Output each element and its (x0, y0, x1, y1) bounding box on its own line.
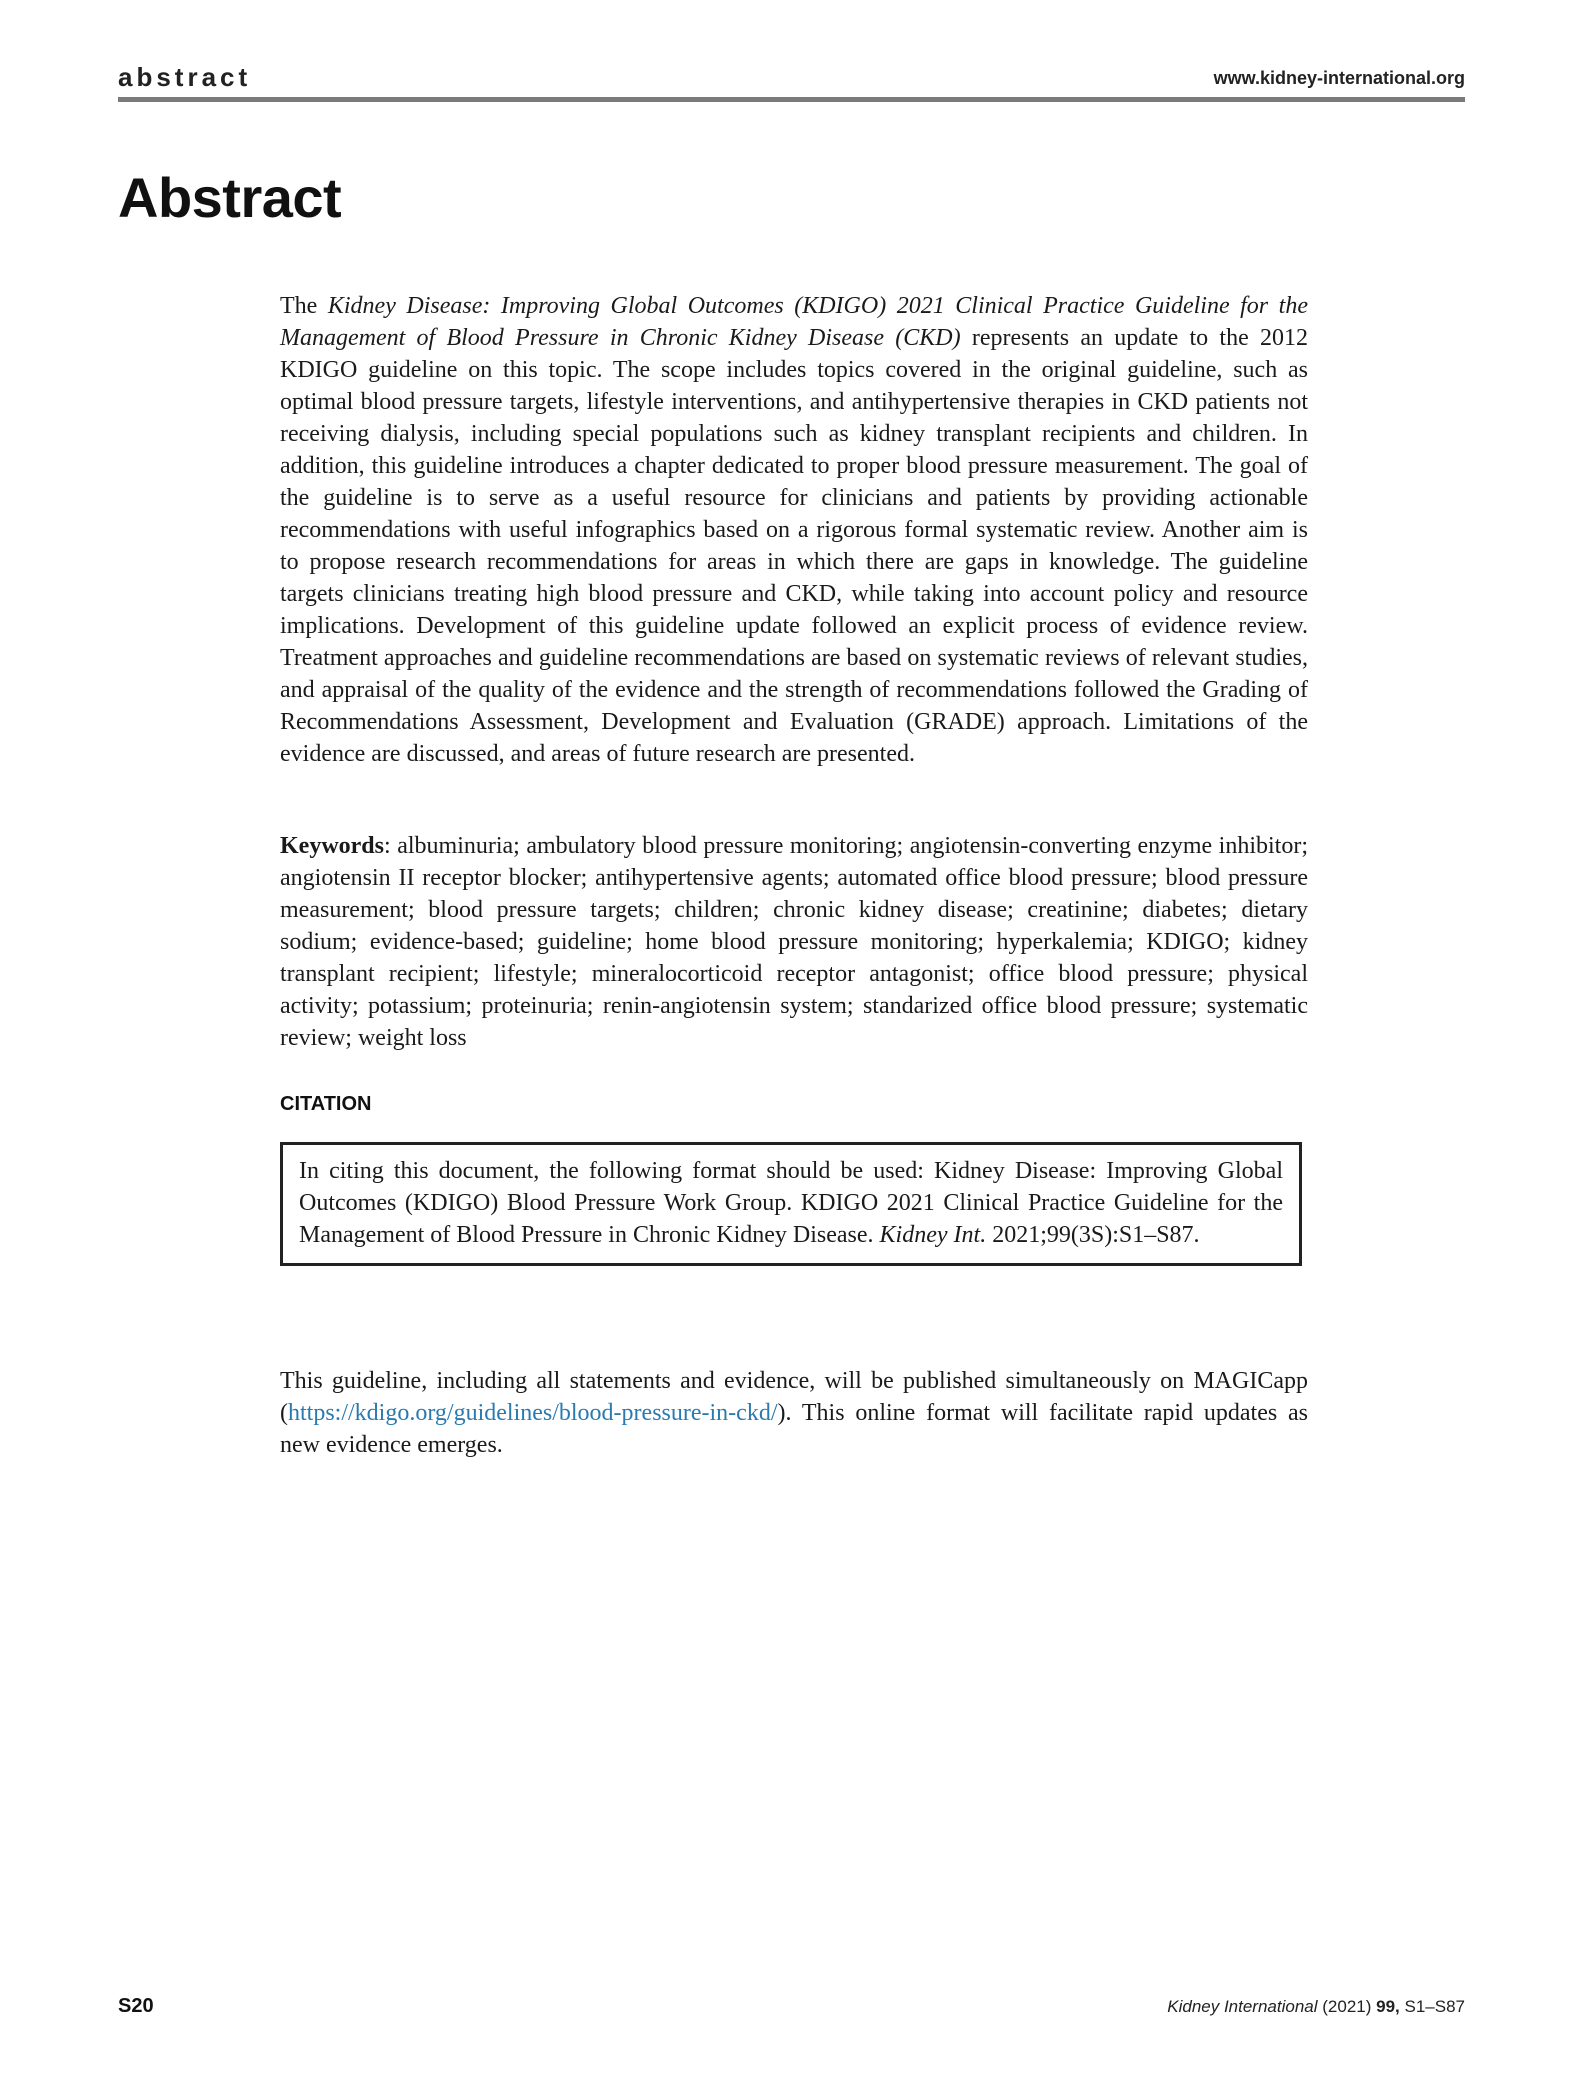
citation-box (280, 1142, 1302, 1266)
citation-journal: Kidney Int. (879, 1222, 987, 1248)
footer-year: (2021) (1317, 1997, 1377, 2016)
magicapp-after: ). This online format will facilitate rapid updates as new evidence emerges. (280, 1400, 1308, 1458)
section-label: abstract (118, 62, 252, 92)
footer-pages: S1–S87 (1399, 1997, 1465, 2016)
footer-citation (1167, 1997, 1465, 2017)
citation-text: In citing this document, the following format should be used: Kidney Disease: Improving Global Outcomes (KDIGO) Blood Pressure Work Group. KDIGO 2021 Clinical Practice Guideline for the Management of Blood Pressure in Chronic Kidney Disease. (299, 1158, 1283, 1248)
abstract-lead: The (280, 293, 328, 319)
journal-url[interactable]: www.kidney-international.org (1213, 68, 1465, 88)
magicapp-link[interactable]: https://kdigo.org/guidelines/blood-pressure-in-ckd/ (288, 1400, 778, 1426)
citation-heading: CITATION (280, 1093, 372, 1115)
page-number: S20 (118, 1995, 154, 2017)
keywords-list: albuminuria; ambulatory blood pressure monitoring; angiotensin-converting enzyme inhibitor; angiotensin II receptor blocker; antihypertensive agents; automated office blood pressure; blood pressure measurement; blood pressure targets; children; chronic kidney disease; creatinine; diabetes; dietary sodium; evidence-based; guideline; home blood pressure monitoring; hyperkalemia; KDIGO; kidney transplant recipient; lifestyle; mineralocorticoid receptor antagonist; office blood pressure; physical activity; potassium; proteinuria; renin-angiotensin system; standarized office blood pressure; systematic review; weight loss (280, 833, 1309, 1051)
abstract-paragraph (280, 290, 1308, 770)
citation-ref: 2021;99(3S):S1–S87. (986, 1222, 1200, 1248)
footer-volume: 99, (1376, 1997, 1400, 2016)
keywords-separator: : (384, 833, 398, 859)
magicapp-note (280, 1365, 1308, 1461)
footer-journal-name: Kidney International (1167, 1997, 1318, 2016)
page-title: Abstract (118, 166, 342, 229)
guideline-title: Kidney Disease: Improving Global Outcomes (KDIGO) 2021 Clinical Practice Guideline for the Management of Blood Pressure in Chronic Kidney Disease (CKD) (280, 293, 1309, 351)
keywords-label: Keywords (280, 833, 384, 859)
header-divider (118, 97, 1465, 102)
magicapp-before: This guideline, including all statements and evidence, will be published simultaneously on MAGICapp ( (280, 1368, 1308, 1426)
abstract-body: represents an update to the 2012 KDIGO guideline on this topic. The scope includes topics covered in the original guideline, such as optimal blood pressure targets, lifestyle interventions, and antihypertensive therapies in CKD patients not receiving dialysis, including special populations such as kidney transplant recipients and children. In addition, this guideline introduces a chapter dedicated to proper blood pressure measurement. The goal of the guideline is to serve as a useful resource for clinicians and patients by providing actionable recommendations with useful infographics based on a rigorous formal systematic review. Another aim is to propose research recommendations for areas in which there are gaps in knowledge. The guideline targets clinicians treating high blood pressure and CKD, while taking into account policy and resource implications. Development of this guideline update followed an explicit process of evidence review. Treatment approaches and guideline recommendations are based on systematic reviews of relevant studies, and appraisal of the quality of the evidence and the strength of recommendations followed the Grading of Recommendations Assessment, Development and Evaluation (GRADE) approach. Limitations of the evidence are discussed, and areas of future research are presented. (280, 325, 1309, 767)
keywords-paragraph (280, 830, 1308, 1054)
